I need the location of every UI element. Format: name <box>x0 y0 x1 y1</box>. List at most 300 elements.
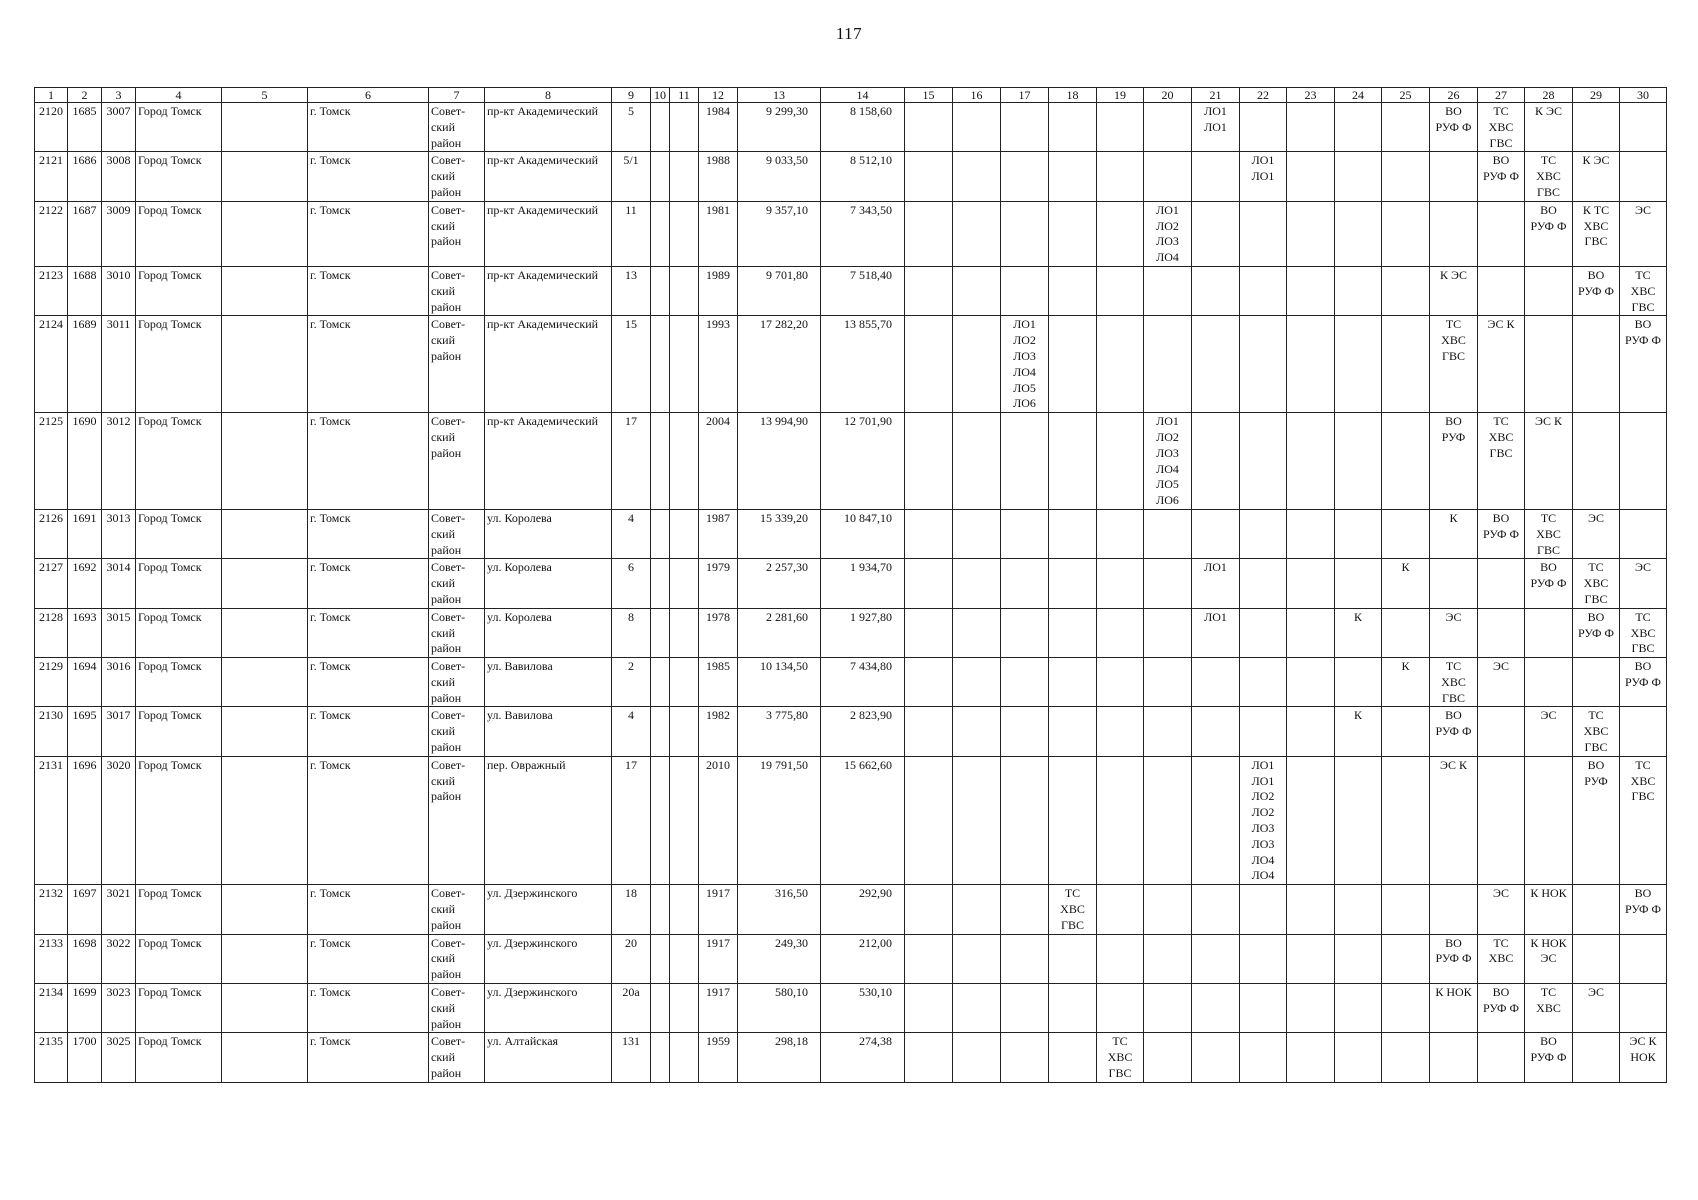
cell-text: 7 518,40 <box>850 267 892 282</box>
cell-text: Город Томск <box>138 317 202 332</box>
table-cell <box>429 413 485 510</box>
table-cell <box>1620 201 1667 266</box>
cell-text: К <box>1353 708 1362 723</box>
table-cell <box>651 559 670 608</box>
cell-text: 2128 <box>39 609 63 624</box>
table-cell <box>821 103 905 152</box>
table-cell <box>651 1033 670 1082</box>
table-cell <box>1001 934 1049 983</box>
cell-text: 1700 <box>72 1034 97 1049</box>
cell-text: ЭС <box>1493 886 1509 901</box>
table-cell <box>485 1033 612 1082</box>
table-cell <box>699 608 738 657</box>
table-cell <box>136 934 222 983</box>
cell-text: Город Томск <box>138 1034 202 1049</box>
table-cell <box>102 103 136 152</box>
table-cell <box>1382 413 1430 510</box>
cell-text: К <box>1353 609 1362 624</box>
table-cell <box>670 885 699 934</box>
cell-text: 17 <box>625 414 637 429</box>
cell-text: ЭС К <box>1535 414 1562 429</box>
cell-text: ВО РУФ Ф <box>1483 153 1519 184</box>
table-cell <box>1573 658 1620 707</box>
table-cell <box>1382 984 1430 1033</box>
table-row <box>35 934 1667 983</box>
table-cell <box>1430 201 1478 266</box>
table-cell <box>1097 103 1144 152</box>
table-cell <box>1335 756 1382 884</box>
cell-text: ВО РУФ <box>1584 757 1608 788</box>
table-cell <box>1525 509 1573 558</box>
table-cell <box>670 934 699 983</box>
table-cell <box>1573 316 1620 413</box>
table-cell <box>429 885 485 934</box>
cell-text: Город Томск <box>138 104 202 118</box>
cell-text: ВО РУФ Ф <box>1435 935 1472 966</box>
table-cell <box>1382 1033 1430 1082</box>
table-cell <box>35 608 68 657</box>
table-cell <box>222 658 308 707</box>
table-cell <box>1620 1033 1667 1082</box>
table-cell <box>1478 885 1525 934</box>
table-cell <box>1192 266 1240 315</box>
table-cell <box>651 934 670 983</box>
table-cell <box>1287 984 1335 1033</box>
table-row <box>35 1033 1667 1082</box>
table-cell <box>1573 152 1620 201</box>
cell-text: 8 512,10 <box>850 153 892 168</box>
cell-text: ул. Вавилова <box>487 659 553 674</box>
cell-text: 1987 <box>706 510 730 525</box>
cell-text: 13 <box>625 267 637 282</box>
table-cell <box>1478 707 1525 756</box>
table-cell <box>485 103 612 152</box>
table-cell <box>821 984 905 1033</box>
table-cell <box>1525 608 1573 657</box>
table-cell <box>1430 707 1478 756</box>
column-header: 12 <box>699 88 738 103</box>
table-cell <box>1430 266 1478 315</box>
table-cell <box>1049 608 1097 657</box>
cell-text: 3011 <box>106 317 131 332</box>
cell-text: 13 994,90 <box>760 414 808 429</box>
table-cell <box>1049 316 1097 413</box>
cell-text: 10 847,10 <box>844 510 892 525</box>
table-cell <box>821 885 905 934</box>
table-cell <box>670 316 699 413</box>
table-cell <box>738 1033 821 1082</box>
table-cell <box>1573 885 1620 934</box>
cell-text: К <box>1401 560 1410 575</box>
table-cell <box>429 984 485 1033</box>
table-cell <box>651 201 670 266</box>
table-cell <box>1240 756 1287 884</box>
cell-text: 292,90 <box>859 886 892 901</box>
table-cell <box>1192 608 1240 657</box>
table-cell <box>1430 934 1478 983</box>
table-cell <box>1144 934 1192 983</box>
table-cell <box>1192 885 1240 934</box>
column-header: 14 <box>821 88 905 103</box>
page-number: 117 <box>835 24 863 43</box>
table-cell <box>102 707 136 756</box>
cell-text: 19 791,50 <box>760 757 808 772</box>
table-cell <box>821 413 905 510</box>
table-cell <box>1287 152 1335 201</box>
cell-text: 9 701,80 <box>766 267 808 282</box>
table-cell <box>1382 559 1430 608</box>
table-cell <box>1525 201 1573 266</box>
cell-text: 1686 <box>72 153 97 168</box>
table-cell <box>651 152 670 201</box>
table-cell <box>68 885 102 934</box>
column-header: 25 <box>1382 88 1430 103</box>
cell-text: 3010 <box>106 267 131 282</box>
table-cell <box>1478 1033 1525 1082</box>
cell-text: Город Томск <box>138 609 202 624</box>
table-cell <box>1382 103 1430 152</box>
table-cell <box>953 201 1001 266</box>
table-cell <box>35 984 68 1033</box>
cell-text: 9 357,10 <box>766 202 808 217</box>
table-cell <box>1335 885 1382 934</box>
table-cell <box>429 509 485 558</box>
table-cell <box>1192 152 1240 201</box>
table-cell <box>308 316 429 413</box>
table-cell <box>953 658 1001 707</box>
table-cell <box>136 756 222 884</box>
table-row <box>35 509 1667 558</box>
cell-text: г. Томск <box>310 414 351 429</box>
cell-text: 15 662,60 <box>844 757 892 772</box>
column-header: 23 <box>1287 88 1335 103</box>
table-cell <box>1192 103 1240 152</box>
table-cell <box>102 413 136 510</box>
cell-text: ТС ХВС ГВС <box>1060 886 1085 932</box>
cell-text: 2125 <box>39 414 63 429</box>
table-cell <box>1573 103 1620 152</box>
cell-text: 1693 <box>72 609 97 624</box>
cell-text: 15 339,20 <box>760 510 808 525</box>
table-cell <box>35 316 68 413</box>
table-cell <box>1287 559 1335 608</box>
table-cell <box>1382 152 1430 201</box>
table-cell <box>699 509 738 558</box>
cell-text: г. Томск <box>310 510 351 525</box>
table-cell <box>1478 509 1525 558</box>
table-cell <box>1620 608 1667 657</box>
column-header: 24 <box>1335 88 1382 103</box>
cell-text: 580,10 <box>775 985 808 1000</box>
cell-text: г. Томск <box>310 886 351 901</box>
table-cell <box>1049 413 1097 510</box>
table-cell <box>308 608 429 657</box>
table-cell <box>699 316 738 413</box>
cell-text: 2130 <box>39 708 63 723</box>
table-cell <box>1097 413 1144 510</box>
table-cell <box>429 152 485 201</box>
cell-text: ТС ХВС ГВС <box>1441 659 1466 705</box>
cell-text: г. Томск <box>310 153 351 168</box>
cell-text: ТС ХВС <box>1488 935 1514 966</box>
table-cell <box>1430 756 1478 884</box>
table-cell <box>1097 608 1144 657</box>
table-cell <box>821 152 905 201</box>
table-cell <box>1097 316 1144 413</box>
cell-text: ТС ХВС ГВС <box>1536 510 1561 557</box>
table-cell <box>1001 885 1049 934</box>
table-cell <box>485 266 612 315</box>
cell-text: Город Томск <box>138 267 202 282</box>
table-cell <box>905 152 953 201</box>
cell-text: 8 158,60 <box>850 104 892 118</box>
table-cell <box>612 559 651 608</box>
table-cell <box>1192 658 1240 707</box>
column-header: 30 <box>1620 88 1667 103</box>
cell-text: г. Томск <box>310 202 351 217</box>
table-cell <box>1192 201 1240 266</box>
table-cell <box>905 266 953 315</box>
table-cell <box>1430 1033 1478 1082</box>
table-cell <box>1478 756 1525 884</box>
cell-text: 5 <box>628 104 634 118</box>
cell-text: Совет- ский район <box>431 317 466 363</box>
cell-text: ТС ХВС <box>1536 985 1561 1015</box>
table-cell <box>1049 266 1097 315</box>
table-cell <box>1097 707 1144 756</box>
table-cell <box>485 559 612 608</box>
cell-text: 298,18 <box>775 1034 808 1049</box>
cell-text: 1685 <box>72 104 97 118</box>
table-cell <box>35 509 68 558</box>
cell-text: ТС ХВС ГВС <box>1630 609 1656 656</box>
table-cell <box>699 1033 738 1082</box>
table-cell <box>953 266 1001 315</box>
table-cell <box>1335 984 1382 1033</box>
table-cell <box>905 885 953 934</box>
table-cell <box>1525 266 1573 315</box>
table-cell <box>1335 316 1382 413</box>
cell-text: ЛО1 ЛО2 ЛО3 ЛО4 <box>1156 202 1179 265</box>
table-cell <box>1430 413 1478 510</box>
cell-text: пер. Овражный <box>487 757 566 772</box>
cell-text: Город Томск <box>138 659 202 674</box>
table-cell <box>102 152 136 201</box>
table-cell <box>905 1033 953 1082</box>
table-cell <box>953 152 1001 201</box>
cell-text: ул. Королева <box>487 609 552 624</box>
table-cell <box>1478 559 1525 608</box>
table-cell <box>485 885 612 934</box>
table-cell <box>1240 1033 1287 1082</box>
table-cell <box>1001 1033 1049 1082</box>
table-cell <box>670 509 699 558</box>
cell-text: 2 <box>628 659 634 674</box>
table-cell <box>1049 658 1097 707</box>
cell-text: Совет- ский район <box>431 757 466 804</box>
table-cell <box>1620 934 1667 983</box>
table-cell <box>1240 413 1287 510</box>
table-cell <box>905 413 953 510</box>
cell-text: Совет- ский район <box>431 510 466 557</box>
table-cell <box>1049 509 1097 558</box>
table-cell <box>1573 201 1620 266</box>
table-cell <box>612 934 651 983</box>
cell-text: 1985 <box>706 659 730 674</box>
table-cell <box>308 152 429 201</box>
table-cell <box>102 885 136 934</box>
table-cell <box>222 413 308 510</box>
table-cell <box>1097 152 1144 201</box>
table-cell <box>1097 509 1144 558</box>
cell-text: К НОК ЭС <box>1530 935 1567 966</box>
column-header: 16 <box>953 88 1001 103</box>
cell-text: ул. Алтайская <box>487 1034 559 1049</box>
table-cell <box>670 984 699 1033</box>
table-cell <box>1144 266 1192 315</box>
table-cell <box>1001 608 1049 657</box>
table-cell <box>1525 413 1573 510</box>
cell-text: 12 701,90 <box>844 414 892 429</box>
cell-text: ВО РУФ Ф <box>1625 659 1661 689</box>
table-cell <box>485 509 612 558</box>
table-cell <box>102 559 136 608</box>
table-cell <box>651 885 670 934</box>
cell-text: Совет- ский район <box>431 886 466 932</box>
table-cell <box>738 934 821 983</box>
table-cell <box>1001 103 1049 152</box>
table-cell <box>35 707 68 756</box>
cell-text: 3016 <box>106 659 131 674</box>
cell-text: 2004 <box>706 414 730 429</box>
table-cell <box>1240 509 1287 558</box>
table-cell <box>699 885 738 934</box>
table-cell <box>1001 201 1049 266</box>
table-cell <box>1430 885 1478 934</box>
cell-text: 3007 <box>106 104 131 118</box>
table-cell <box>1192 509 1240 558</box>
table-cell <box>670 413 699 510</box>
cell-text: ВО РУФ Ф <box>1578 267 1614 298</box>
cell-text: Совет- ский район <box>431 985 466 1031</box>
table-cell <box>1287 316 1335 413</box>
table-cell <box>1430 658 1478 707</box>
table-cell <box>1525 103 1573 152</box>
table-cell <box>612 658 651 707</box>
table-cell <box>953 316 1001 413</box>
column-header: 15 <box>905 88 953 103</box>
table-cell <box>1097 201 1144 266</box>
cell-text: К ЭС <box>1535 104 1562 118</box>
table-cell <box>1620 984 1667 1033</box>
table-cell <box>821 316 905 413</box>
table-cell <box>1478 934 1525 983</box>
table-cell <box>308 756 429 884</box>
cell-text: ВО РУФ Ф <box>1483 985 1519 1015</box>
table-cell <box>612 266 651 315</box>
table-cell <box>35 934 68 983</box>
table-cell <box>222 885 308 934</box>
table-cell <box>222 756 308 884</box>
cell-text: 3015 <box>106 609 131 624</box>
table-cell <box>1620 559 1667 608</box>
table-cell <box>308 103 429 152</box>
cell-text: К НОК <box>1435 985 1472 1000</box>
table-cell <box>651 756 670 884</box>
table-cell <box>1335 1033 1382 1082</box>
cell-text: ЛО1 <box>1204 609 1227 624</box>
table-cell <box>136 984 222 1033</box>
cell-text: 11 <box>625 202 637 217</box>
table-cell <box>429 608 485 657</box>
table-cell <box>670 756 699 884</box>
table-row <box>35 658 1667 707</box>
table-cell <box>35 266 68 315</box>
cell-text: К НОК <box>1530 886 1567 901</box>
table-cell <box>612 984 651 1033</box>
table-cell <box>699 934 738 983</box>
cell-text: 1694 <box>72 659 97 674</box>
cell-text: 5/1 <box>623 153 639 168</box>
cell-text: Город Томск <box>138 757 202 772</box>
table-cell <box>485 608 612 657</box>
table-cell <box>68 509 102 558</box>
column-header: 1 <box>35 88 68 103</box>
table-cell <box>136 608 222 657</box>
cell-text: 1691 <box>72 510 97 525</box>
table-cell <box>1335 266 1382 315</box>
table-cell <box>1240 103 1287 152</box>
table-cell <box>821 756 905 884</box>
cell-text: 3023 <box>106 985 131 1000</box>
cell-text: 3020 <box>106 757 131 772</box>
column-header: 29 <box>1573 88 1620 103</box>
cell-text: ЛО1 ЛО1 ЛО2 ЛО2 ЛО3 ЛО3 ЛО4 ЛО4 <box>1251 757 1275 883</box>
table-cell <box>35 756 68 884</box>
table-cell <box>1240 608 1287 657</box>
table-cell <box>1620 885 1667 934</box>
table-cell <box>1287 1033 1335 1082</box>
table-cell <box>1620 509 1667 558</box>
cell-text: 1917 <box>706 935 730 950</box>
table-cell <box>953 608 1001 657</box>
cell-text: ВО РУФ Ф <box>1483 510 1519 541</box>
table-cell <box>670 1033 699 1082</box>
cell-text: 2132 <box>39 886 63 901</box>
table-cell <box>222 1033 308 1082</box>
table-cell <box>222 984 308 1033</box>
column-header: 13 <box>738 88 821 103</box>
table-cell <box>68 756 102 884</box>
table-cell <box>738 559 821 608</box>
table-cell <box>1097 658 1144 707</box>
table-cell <box>1525 707 1573 756</box>
cell-text: 10 134,50 <box>760 659 808 674</box>
table-cell <box>953 559 1001 608</box>
cell-text: 1979 <box>706 560 730 575</box>
table-cell <box>612 316 651 413</box>
table-cell <box>905 934 953 983</box>
table-cell <box>136 559 222 608</box>
cell-text: ВО РУФ Ф <box>1435 104 1472 134</box>
column-header: 28 <box>1525 88 1573 103</box>
table-cell <box>68 934 102 983</box>
cell-text: 316,50 <box>775 886 808 901</box>
cell-text: 7 434,80 <box>850 659 892 674</box>
table-cell <box>429 707 485 756</box>
table-cell <box>222 266 308 315</box>
table-cell <box>102 201 136 266</box>
